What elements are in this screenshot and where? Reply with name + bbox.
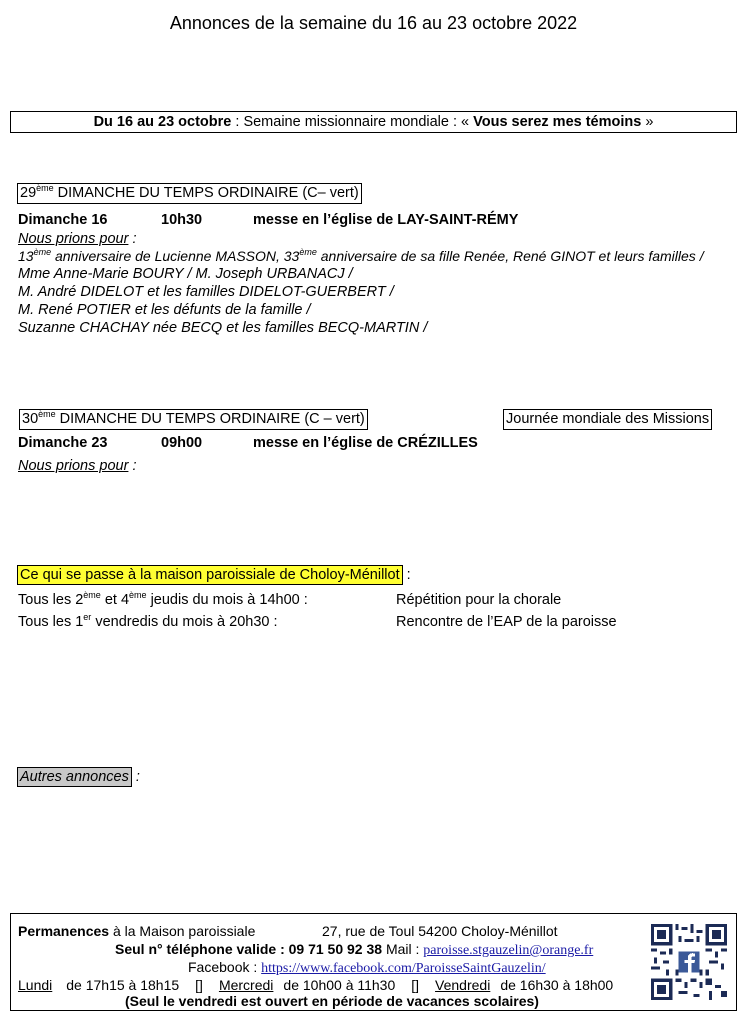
banner-dates: Du 16 au 23 octobre: [93, 114, 232, 130]
facebook-label: Facebook :: [188, 959, 262, 975]
page-title: Annonces de la semaine du 16 au 23 octobre 2022: [169, 13, 578, 33]
footer-holiday-note: (Seul le vendredi est ouvert en période de vacances scolaires): [125, 993, 539, 1009]
sunday2-time: 09h00: [161, 435, 203, 451]
maison-row2-event: Rencontre de l’EAP de la paroisse: [396, 614, 617, 630]
missions-day-box: Journée mondiale des Missions: [503, 409, 712, 430]
pray-label-text: Nous prions pour: [18, 231, 129, 247]
sunday2-header: [19, 409, 368, 430]
maison-heading-colon: :: [402, 567, 411, 583]
banner-text: : Semaine missionnaire mondiale : «: [231, 114, 474, 130]
intent1-sup2: ème: [299, 247, 317, 257]
phone-number: Seul n° téléphone valide : 09 71 50 92 38: [115, 941, 383, 957]
intent1-mid: anniversaire de Lucienne MASSON, 33: [51, 248, 300, 264]
sunday1-intention-4: M. René POTIER et les défunts de la famille /: [18, 302, 311, 318]
facebook-icon: [678, 951, 699, 972]
pray-colon: :: [128, 458, 137, 474]
sunday1-header-num: 29: [20, 185, 37, 201]
intent1-sup1: ème: [33, 247, 52, 257]
perm-text: à la Maison paroissiale: [109, 923, 256, 939]
facebook-link[interactable]: https://www.facebook.com/ParoisseSaintGauzelin/: [261, 961, 546, 976]
vendredi-hours: de 16h30 à 18h00: [500, 977, 614, 993]
autres-colon: :: [131, 769, 140, 785]
row1-sup2: ème: [129, 590, 147, 600]
sunday2-header-text: DIMANCHE DU TEMPS ORDINAIRE (C – vert): [55, 411, 365, 427]
pray-colon: :: [128, 231, 137, 247]
lundi-label: Lundi: [18, 977, 53, 993]
row1-c: jeudis du mois à 14h00 :: [146, 592, 308, 608]
row1-a: Tous les 2: [18, 592, 84, 608]
sunday1-header: [17, 183, 362, 204]
maison-heading-text: Ce qui se passe à la maison paroissiale de Choloy-Ménillot: [17, 565, 403, 585]
mercredi-hours: de 10h00 à 11h30: [283, 977, 396, 993]
maison-row1-when: [18, 592, 308, 608]
lundi-hours: de 17h15 à 18h15: [66, 977, 180, 993]
intent1-pre: 13: [18, 248, 34, 264]
mercredi-label: Mercredi: [218, 977, 274, 993]
vendredi-label: Vendredi: [435, 977, 491, 993]
footer-perm-line: [18, 923, 255, 939]
autres-heading-text: Autres annonces: [17, 767, 132, 787]
sunday1-intention-1: [18, 248, 704, 264]
separator: []: [411, 977, 420, 993]
sunday1-pray-label: [18, 231, 136, 247]
sunday2-day: Dimanche 23: [18, 435, 108, 451]
footer-address: 27, rue de Toul 54200 Choloy-Ménillot: [322, 923, 558, 939]
footer-hours-line: [18, 977, 613, 993]
sunday1-day: Dimanche 16: [18, 212, 108, 228]
sunday1-header-sup: ème: [36, 183, 54, 193]
sunday1-intention-3: M. André DIDELOT et les familles DIDELOT-GUERBERT /: [18, 284, 394, 300]
perm-label: Permanences: [18, 923, 110, 939]
banner-theme: Vous serez mes témoins: [473, 114, 642, 130]
footer-facebook-line: [188, 959, 546, 977]
row2-a: Tous les 1: [18, 614, 84, 630]
row1-sup1: ème: [83, 590, 101, 600]
sunday1-header-text: DIMANCHE DU TEMPS ORDINAIRE (C– vert): [53, 185, 359, 201]
sunday2-header-sup: ème: [38, 409, 56, 419]
email-link[interactable]: paroisse.stgauzelin@orange.fr: [423, 943, 594, 958]
intent1-post: anniversaire de sa fille Renée, René GINOT et leurs familles /: [316, 248, 704, 264]
row2-b: vendredis du mois à 20h30 :: [91, 614, 278, 630]
separator: []: [195, 977, 203, 993]
pray-label-text: Nous prions pour: [18, 458, 129, 474]
sunday2-header-num: 30: [22, 411, 39, 427]
sunday1-mass: messe en l’église de LAY-SAINT-RÉMY: [253, 212, 519, 228]
row1-b: et 4: [100, 592, 130, 608]
banner-close: »: [641, 114, 654, 130]
maison-row1-event: Répétition pour la chorale: [396, 592, 562, 608]
row2-sup: er: [83, 612, 92, 622]
sunday2-pray-label: [18, 458, 136, 474]
permanences-footer: [10, 913, 737, 1011]
sunday1-time: 10h30: [161, 212, 203, 228]
footer-contact-line: [115, 941, 593, 959]
maison-row2-when: [18, 614, 278, 630]
qr-code-icon: [651, 924, 727, 1000]
sunday1-intention-5: Suzanne CHACHAY née BECQ et les familles BECQ-MARTIN /: [18, 320, 428, 336]
sunday2-mass: messe en l’église de CRÉZILLES: [253, 435, 478, 451]
mail-label: Mail :: [382, 941, 424, 957]
sunday1-intention-2: Mme Anne-Marie BOURY / M. Joseph URBANACJ /: [18, 266, 353, 282]
autres-heading: [17, 769, 140, 785]
mission-week-banner: [10, 111, 737, 133]
maison-heading: [17, 567, 411, 583]
